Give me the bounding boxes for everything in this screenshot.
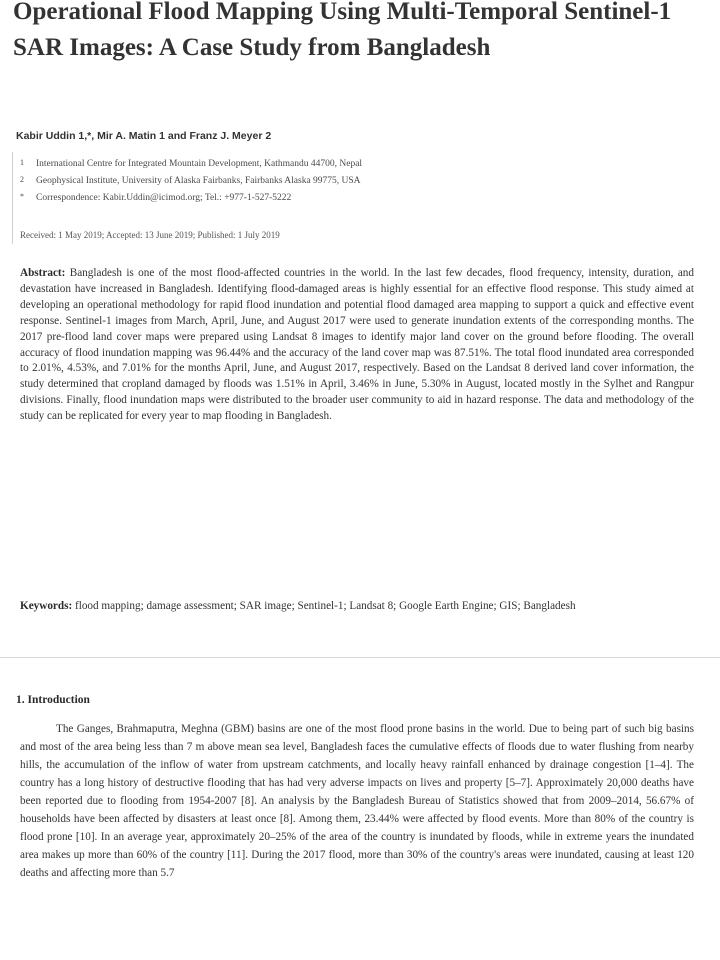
section-divider — [0, 657, 720, 658]
correspondence-text: Correspondence: Kabir.Uddin@icimod.org; Tel.: +977-1-527-5222 — [36, 193, 292, 203]
front-matter-rule — [12, 152, 13, 244]
affiliation-marker: 1 — [20, 158, 24, 167]
affiliation-item — [20, 156, 660, 173]
affiliation-text: Geophysical Institute, University of Alaska Fairbanks, Fairbanks Alaska 99775, USA — [36, 176, 361, 186]
author-list: Kabir Uddin 1,*, Mir A. Matin 1 and Franz J. Meyer 2 — [16, 130, 272, 142]
keywords-label: Keywords: — [20, 600, 73, 612]
abstract — [20, 266, 694, 425]
publication-dates: Received: 1 May 2019; Accepted: 13 June 2019; Published: 1 July 2019 — [20, 230, 280, 240]
paper-title: Operational Flood Mapping Using Multi-Temporal Sentinel-1 SAR Images: A Case Study from Bangladesh — [13, 0, 672, 61]
affiliation-item — [20, 173, 660, 190]
affiliation-list — [20, 156, 660, 207]
abstract-label: Abstract: — [20, 267, 66, 279]
section-heading-introduction: 1. Introduction — [16, 694, 90, 706]
affiliation-marker: 2 — [20, 175, 24, 184]
correspondence-item — [20, 190, 660, 207]
affiliation-text: International Centre for Integrated Mountain Development, Kathmandu 44700, Nepal — [36, 159, 363, 169]
abstract-text: Bangladesh is one of the most flood-affected countries in the world. In the last few decades, flood frequency, intensity, duration, and devastation have increased in Bangladesh. Identifying flood-damaged areas is highly essential for an effective flood response. This study aimed at developing an operational methodology for rapid flood inundation and potential flood damaged area mapping to support a quick and effective event response. Sentinel-1 images from March, April, June, and August 2017 were used to generate inundation extents of the corresponding months. The 2017 pre-flood land cover maps were prepared using Landsat 8 images to identify major land cover on the ground before flooding. The overall accuracy of flood inundation mapping was 96.44% and the accuracy of the land cover map was 87.51%. The total flood inundated area corresponded to 2.01%, 4.53%, and 7.01% for the months April, June, and August 2017, respectively. Based on the Landsat 8 derived land cover information, the study determined that cropland damaged by floods was 1.51% in April, 3.46% in June, 5.30% in August, located mostly in the Sylhet and Rangpur divisions. Finally, flood inundation maps were distributed to the broader user community to aid in hazard response. The data and methodology of the study can be replicated for every year to map flooding in Bangladesh. — [20, 267, 694, 423]
keywords-text: flood mapping; damage assessment; SAR image; Sentinel-1; Landsat 8; Google Earth Engine; GIS; Bangladesh — [75, 600, 576, 612]
introduction-paragraph: The Ganges, Brahmaputra, Meghna (GBM) basins are one of the most flood prone basins in the world. Due to being part of such big basins and most of the area being less than 7 m above mean sea level, Bangladesh faces the cumulative effects of floods due to water flushing from nearby hills, the accumulation of the inflow of water from upstream catchments, and locally heavy rainfall enhanced by drainage congestion [1–4]. The country has a long history of destructive flooding that has had very adverse impacts on lives and property [5–7]. Approximately 20,000 deaths have been reported due to flooding from 1954-2007 [8]. An analysis by the Bangladesh Bureau of Statistics showed that from 2009–2014, 56.67% of households have been affected by disasters at least once [8]. Among them, 23.44% were affected by flood events. More than 80% of the country is flood prone [10]. In an average year, approximately 20–25% of the area of the country is inundated by floods, while in extreme years the inundated area makes up more than 60% of the country [11]. During the 2017 flood, more than 30% of the country's areas were inundated, causing at least 120 deaths and affecting more than 5.7 — [20, 723, 694, 879]
keywords — [20, 597, 694, 615]
correspondence-marker: * — [20, 192, 24, 201]
